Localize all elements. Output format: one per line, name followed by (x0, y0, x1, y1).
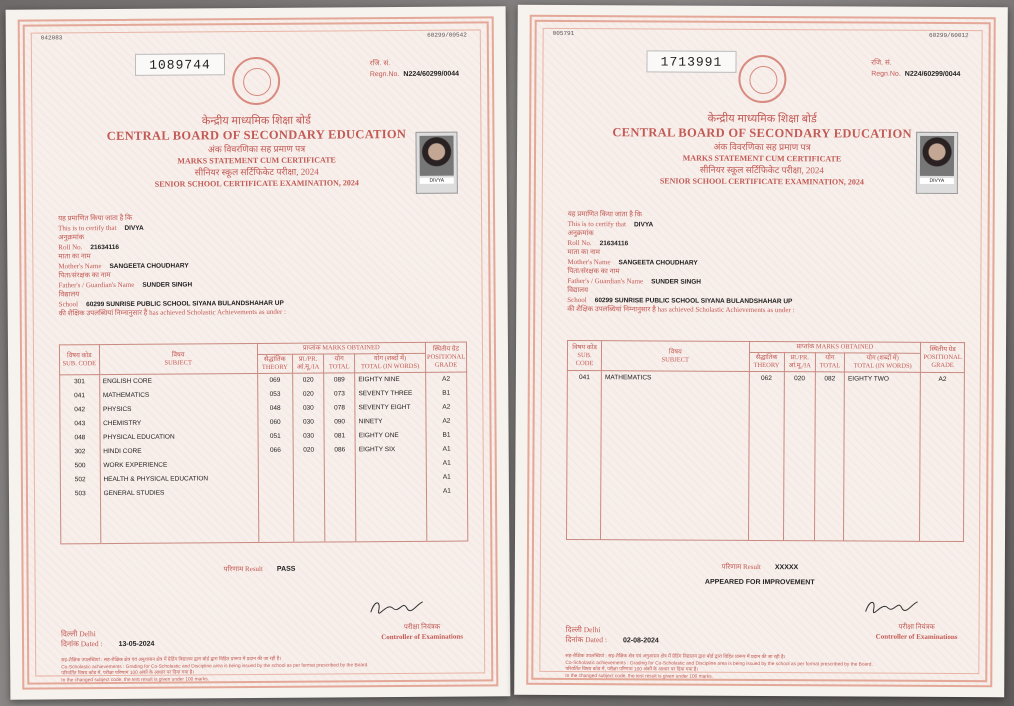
cbse-logo-icon (738, 55, 786, 103)
grade-cell: B1 (426, 429, 467, 443)
grade-cell: A1 (426, 443, 467, 457)
school-name: 60299 SUNRISE PUBLIC SCHOOL SIYANA BULANDSHAHAR UP (86, 299, 284, 308)
mother-name: SANGEETA CHOUDHARY (109, 261, 189, 270)
grade-cell: B1 (426, 387, 467, 401)
student-name: DIVYA (124, 224, 144, 232)
header-total-words: योग (शब्दों में) TOTAL (IN WORDS) (845, 353, 921, 372)
serial-number: 005791 (552, 29, 575, 38)
signature-icon (862, 596, 922, 618)
certificate-left (6, 6, 511, 699)
grade-cell: A2 (426, 372, 467, 387)
subject-cell: PHYSICS (99, 402, 257, 417)
ia-cell (293, 486, 324, 500)
subject-cell: CHEMISTRY (100, 416, 258, 431)
father-name: SUNDER SINGH (142, 280, 193, 289)
total-cell: 078 (324, 401, 355, 415)
roll-number: 21634116 (90, 243, 119, 251)
total-cell (325, 485, 356, 499)
sub-code-cell: 502 (60, 473, 100, 487)
header-total: योग TOTAL (324, 354, 355, 373)
header-subject: विषय SUBJECT (602, 341, 749, 372)
student-photo: DIVYA (916, 132, 958, 194)
grade-cell: A1 (426, 471, 467, 485)
header-total-words: योग (शब्दों में) TOTAL (IN WORDS) (355, 353, 426, 372)
total-words-cell (355, 471, 426, 485)
total-cell (324, 471, 355, 485)
ia-cell: 020 (293, 373, 324, 388)
subject-cell: PHYSICAL EDUCATION (100, 430, 258, 445)
board-header: केन्द्रीय माध्यमिक शिक्षा बोर्ड CENTRAL BOARD OF SECONDARY EDUCATION अंक विवरणिका सह प्रमाण पत्र MARKS STATEMENT CUM CERTIFICATE सीनियर स्कूल सर्टिफिकेट परीक्षा, 2024 SENIOR SCHOOL CERTIFICATE EXAMINATION, 2024 (106, 114, 407, 189)
sub-code-cell: 503 (60, 487, 100, 501)
grade-cell: A1 (426, 457, 467, 471)
subject-cell: HEALTH & PHYSICAL EDUCATION (100, 472, 258, 487)
serial-number: 042083 (40, 34, 63, 42)
footnote: सह-शैक्षिक उपलब्धियां : सह-शैक्षिक क्षेत्र एवं अनुशासन क्षेत्र में ग्रेडिंग विद्यालय द्वारा बोर्ड द्वारा विहित प्रारूप में प्रदान की जा रही है। Co-Scholastic achievements : Grading for Co-Scholastic and Discipline area is being issued by the school as per format prescribed by the Board. परिवर्तित विषय कोड में, परीक्षा परिणाम 100 अंकों के आधार पर दिया गया है। In the changed subject code, the test result is given under 100 marks. (565, 653, 873, 680)
portrait-icon (419, 136, 453, 176)
subject-cell: ENGLISH CORE (99, 374, 257, 390)
subject-cell: MATHEMATICS (601, 371, 748, 386)
header-subject: विषय SUBJECT (99, 344, 257, 375)
registration-number: रजि. सं. Regn.No. N224/60299/0044 (369, 60, 460, 79)
total-words-cell: SEVENTY EIGHT (355, 401, 426, 415)
theory-cell: 066 (258, 444, 293, 458)
grade-cell: A2 (426, 415, 467, 429)
ia-cell: 030 (293, 416, 324, 430)
theory-cell: 048 (257, 402, 292, 416)
total-words-cell: SEVENTY THREE (355, 387, 426, 401)
marks-table-body (60, 372, 468, 544)
registration-number: रजि. सं. Regn.No. N224/60299/0044 (871, 59, 961, 79)
total-cell: 081 (324, 429, 355, 443)
student-name: DIVYA (633, 220, 654, 228)
total-cell: 089 (324, 373, 355, 388)
total-words-cell: EIGHTY NINE (355, 372, 426, 387)
certificate-border (526, 15, 996, 687)
issue-date: 02-08-2024 (623, 637, 659, 645)
header-practical: प्रा./PR. आं.मू./IA (784, 353, 815, 372)
table-filler-row (567, 385, 965, 542)
header-sub-code: विषय कोड SUB. CODE (59, 345, 99, 375)
subject-cell: HINDI CORE (100, 444, 258, 459)
header-total: योग TOTAL (815, 353, 844, 372)
theory-cell (258, 486, 293, 500)
ia-cell: 030 (293, 430, 324, 444)
issue-date: 13-05-2024 (118, 640, 155, 648)
theory-cell: 060 (258, 416, 293, 430)
sub-code-cell: 302 (60, 445, 100, 459)
total-cell: 082 (815, 372, 844, 387)
grade-cell: A2 (921, 372, 965, 387)
result-line: परिणाम Result XXXXX (721, 562, 799, 572)
marks-table-body (567, 370, 965, 541)
header-grade: स्थितीय ग्रेड POSITIONAL GRADE (921, 342, 965, 372)
certificate-right (514, 5, 1008, 698)
ia-cell: 020 (293, 444, 324, 458)
sub-code-cell: 048 (60, 431, 100, 445)
signature-icon (367, 596, 427, 618)
header-marks-obtained: प्राप्तांक MARKS OBTAINED (749, 341, 921, 353)
header-practical: प्रा./PR. आं.मू./IA (292, 354, 323, 373)
sub-code-cell: 301 (60, 375, 100, 390)
controller-of-examinations: परीक्षा नियंत्रक Controller of Examinations (875, 622, 958, 642)
improvement-note: APPEARED FOR IMPROVEMENT (704, 578, 815, 587)
certificate-number: 1713991 (646, 50, 736, 72)
total-cell: 073 (324, 387, 355, 401)
sub-code-cell: 500 (60, 459, 100, 473)
student-details: यह प्रमाणित किया जाता है कि This is to certify that DIVYA अनुक्रमांक Roll No. 21634116 माता का नाम Mother's Name SANGEETA CHOUDHARY पिता/संरक्षक का नाम Father's / Guardian's Name SUNDER SINGH विद्यालय School 60299 SUNRISE PUBLIC SCHOOL SIYANA BULANDSHAHAR UP की शैक्षिक उपलब्धियां निम्नानुसार है has achieved Scholastic Achievements as under : (58, 213, 287, 318)
total-words-cell (356, 485, 427, 499)
total-words-cell: EIGHTY SIX (355, 443, 426, 457)
total-words-cell: NINETY (355, 415, 426, 429)
total-cell (324, 457, 355, 471)
theory-cell: 053 (257, 388, 292, 402)
roll-number: 21634116 (599, 239, 629, 247)
sub-code-cell: 041 (567, 370, 601, 385)
subject-cell: MATHEMATICS (99, 388, 257, 403)
total-words-cell: EIGHTY ONE (355, 429, 426, 443)
total-cell: 086 (324, 443, 355, 457)
total-words-cell (355, 457, 426, 471)
father-name: SUNDER SINGH (651, 277, 702, 286)
header-grade: स्थितीय ग्रेड POSITIONAL GRADE (425, 342, 466, 372)
sub-code-cell: 042 (60, 403, 100, 417)
header-theory: सैद्धांतिक THEORY (749, 352, 784, 371)
school-name: 60299 SUNRISE PUBLIC SCHOOL SIYANA BULANDSHAHAR UP (594, 296, 793, 305)
ia-cell (293, 458, 324, 472)
header-theory: सैद्धांतिक THEORY (257, 354, 292, 373)
header-marks-obtained: प्राप्तांक MARKS OBTAINED (257, 342, 425, 354)
result-value: XXXXX (774, 564, 799, 572)
cbse-logo-icon (232, 57, 280, 105)
grade-cell: A1 (426, 485, 467, 499)
theory-cell: 062 (749, 371, 784, 386)
board-header: केन्द्रीय माध्यमिक शिक्षा बोर्ड CENTRAL BOARD OF SECONDARY EDUCATION अंक विवरणिका सह प्रमाण पत्र MARKS STATEMENT CUM CERTIFICATE सीनियर स्कूल सर्टिफिकेट परीक्षा, 2024 SENIOR SCHOOL CERTIFICATE EXAMINATION, 2024 (612, 112, 912, 187)
portrait-icon (920, 136, 954, 176)
serial-number-right: 60299/00542 (427, 31, 467, 39)
sub-code-cell: 043 (60, 417, 100, 431)
header-sub-code: विषय कोड SUB. CODE (567, 340, 601, 370)
certificate-number: 1089744 (135, 53, 225, 76)
marks-table (59, 342, 468, 545)
theory-cell: 069 (257, 373, 292, 388)
theory-cell (258, 458, 293, 472)
place-date: दिल्ली Delhi दिनांक Dated : 02-08-2024 (565, 624, 659, 645)
result-value: PASS (276, 565, 296, 573)
mother-name: SANGEETA CHOUDHARY (618, 258, 698, 267)
result-line: परिणाम Result PASS (223, 564, 296, 574)
theory-cell: 051 (258, 430, 293, 444)
subject-cell: GENERAL STUDIES (100, 486, 258, 501)
theory-cell (258, 472, 293, 486)
serial-number-right: 60299/60012 (929, 31, 969, 40)
footnote: सह-शैक्षिक उपलब्धियां : सह-शैक्षिक क्षेत्र एवं अनुशासन क्षेत्र में ग्रेडिंग विद्यालय द्वारा बोर्ड द्वारा विहित प्रारूप में प्रदान की जा रही है। Co-Scholastic achievements : Grading for Co-Scholastic and Discipline area is being issued by the school as per format prescribed by the Board. परिवर्तित विषय कोड में, परीक्षा परिणाम 100 अंकों के आधार पर दिया गया है। In the changed subject code, the test result is given under 100 marks. (61, 656, 369, 683)
student-details: यह प्रमाणित किया जाता है कि This is to certify that DIVYA अनुक्रमांक Roll No. 21634116 माता का नाम Mother's Name SANGEETA CHOUDHARY पिता/संरक्षक का नाम Father's / Guardian's Name SUNDER SINGH विद्यालय School 60299 SUNRISE PUBLIC SCHOOL SIYANA BULANDSHAHAR UP की शैक्षिक उपलब्धियां निम्नानुसार है has achieved Scholastic Achievements as under : (567, 209, 795, 315)
total-words-cell: EIGHTY TWO (844, 372, 920, 387)
ia-cell (293, 472, 324, 486)
ia-cell: 020 (784, 372, 815, 387)
table-filler-row (61, 499, 468, 544)
grade-cell: A2 (426, 401, 467, 415)
ia-cell: 030 (293, 402, 324, 416)
total-cell: 090 (324, 415, 355, 429)
ia-cell: 020 (293, 388, 324, 402)
subject-cell: WORK EXPERIENCE (100, 458, 258, 473)
sub-code-cell: 041 (60, 389, 100, 403)
certificate-border (18, 16, 499, 689)
place-date: दिल्ली Delhi दिनांक Dated : 13-05-2024 (60, 629, 155, 649)
controller-of-examinations: परीक्षा नियंत्रक Controller of Examinations (381, 622, 464, 642)
marks-table (566, 340, 965, 542)
student-photo: DIVYA (415, 132, 457, 194)
